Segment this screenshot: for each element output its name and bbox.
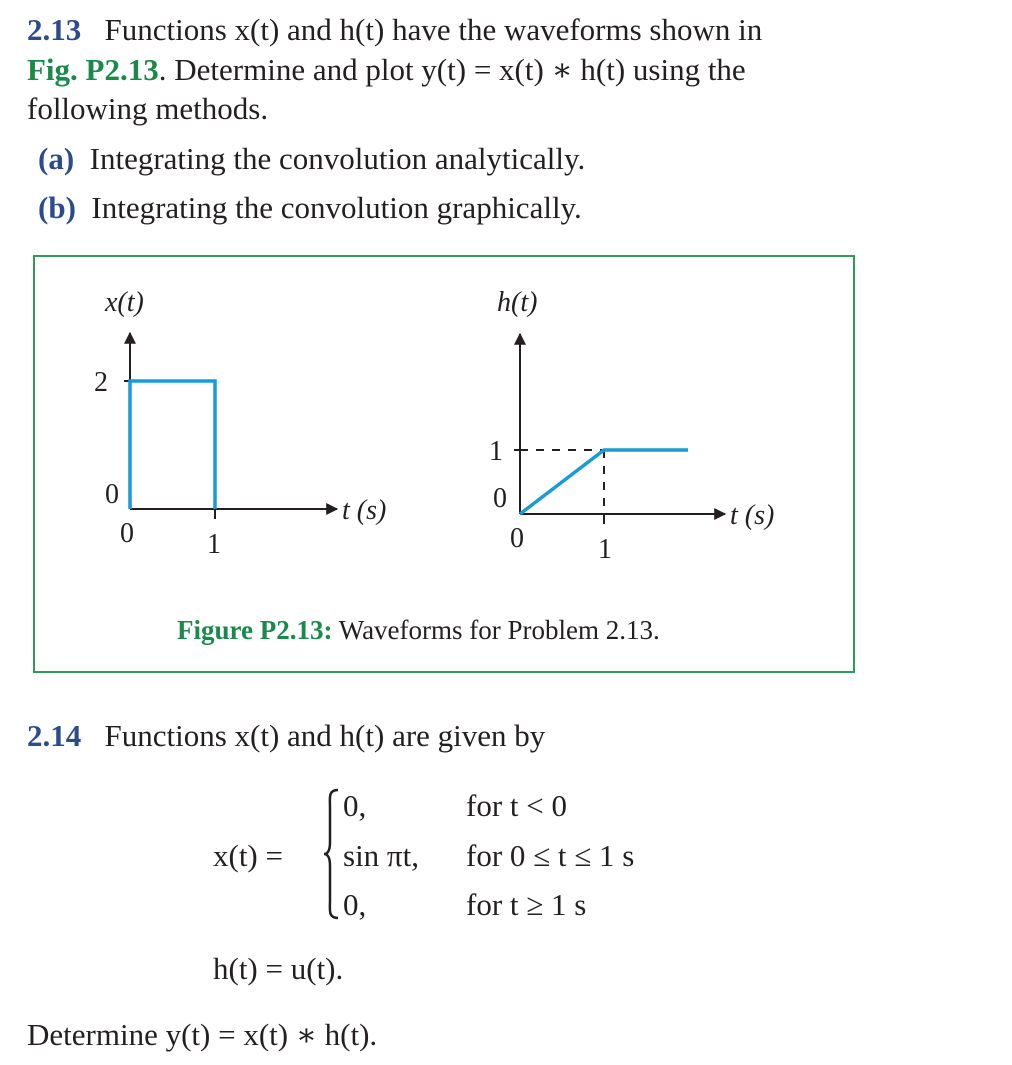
part-label: (a) — [38, 141, 75, 176]
part-a — [38, 139, 585, 179]
h-plot-ytick-label: 1 — [489, 436, 503, 467]
x-plot-title: x(t) — [105, 287, 144, 318]
left-brace — [322, 788, 340, 920]
part-text: Integrating the convolution analytically. — [89, 141, 586, 176]
part-label: (b) — [38, 190, 76, 225]
problem-214-determine: Determine y(t) = x(t) ∗ h(t). — [27, 1017, 378, 1052]
problem-text: . Determine and plot y(t) = x(t) ∗ h(t) using the — [158, 52, 746, 87]
part-text: Integrating the convolution graphically. — [91, 190, 582, 225]
waveform-plots — [35, 257, 853, 671]
h-plot-axis-label — [730, 500, 774, 531]
case-condition: for t < 0 — [466, 788, 567, 823]
problem-text: Functions x(t) and h(t) have the waveforms shown in — [104, 12, 763, 47]
caption-text: Waveforms for Problem 2.13. — [332, 615, 660, 645]
x-plot-ytick-label: 2 — [94, 367, 108, 398]
x-definition-lhs: x(t) = — [213, 838, 283, 873]
x-plot-xtick-label: 0 — [120, 518, 134, 549]
case-value: 0, — [343, 887, 367, 922]
problem-number: 2.13 — [27, 12, 82, 47]
problem-number: 2.14 — [27, 718, 82, 753]
x-plot-axis-label — [342, 495, 386, 526]
h-plot-xtick-label: 1 — [598, 534, 612, 565]
h-plot — [489, 287, 774, 565]
x-plot-xtick-label: 1 — [207, 529, 221, 560]
problem-text: Functions x(t) and h(t) are given by — [104, 718, 546, 753]
problem-213-line3 — [27, 89, 268, 129]
h-plot-xtick-label: 0 — [510, 523, 524, 554]
problem-214-line1 — [27, 716, 545, 756]
h-plot-ytick-label: 0 — [493, 483, 507, 514]
h-definition: h(t) = u(t). — [213, 951, 344, 986]
figure-caption — [177, 613, 660, 647]
case-condition: for t ≥ 1 s — [466, 887, 587, 922]
figure-p213 — [33, 255, 855, 673]
x-waveform-line — [130, 381, 215, 509]
caption-label: Figure P2.13: — [177, 615, 333, 645]
x-plot-axis-label-text: t (s) — [342, 495, 387, 526]
problem-213-line1 — [27, 10, 762, 50]
x-plot — [94, 287, 386, 560]
part-b — [38, 188, 582, 228]
h-plot-axis-label-text: t (s) — [730, 500, 775, 531]
problem-text: following methods. — [27, 91, 269, 126]
x-plot-ytick-label: 0 — [105, 479, 119, 510]
case-condition: for 0 ≤ t ≤ 1 s — [466, 838, 635, 873]
case-value: sin πt, — [343, 838, 419, 873]
h-plot-title: h(t) — [497, 287, 538, 318]
figure-reference-link[interactable]: Fig. P2.13 — [27, 52, 159, 87]
problem-213-line2 — [27, 50, 746, 90]
case-value: 0, — [343, 788, 367, 823]
